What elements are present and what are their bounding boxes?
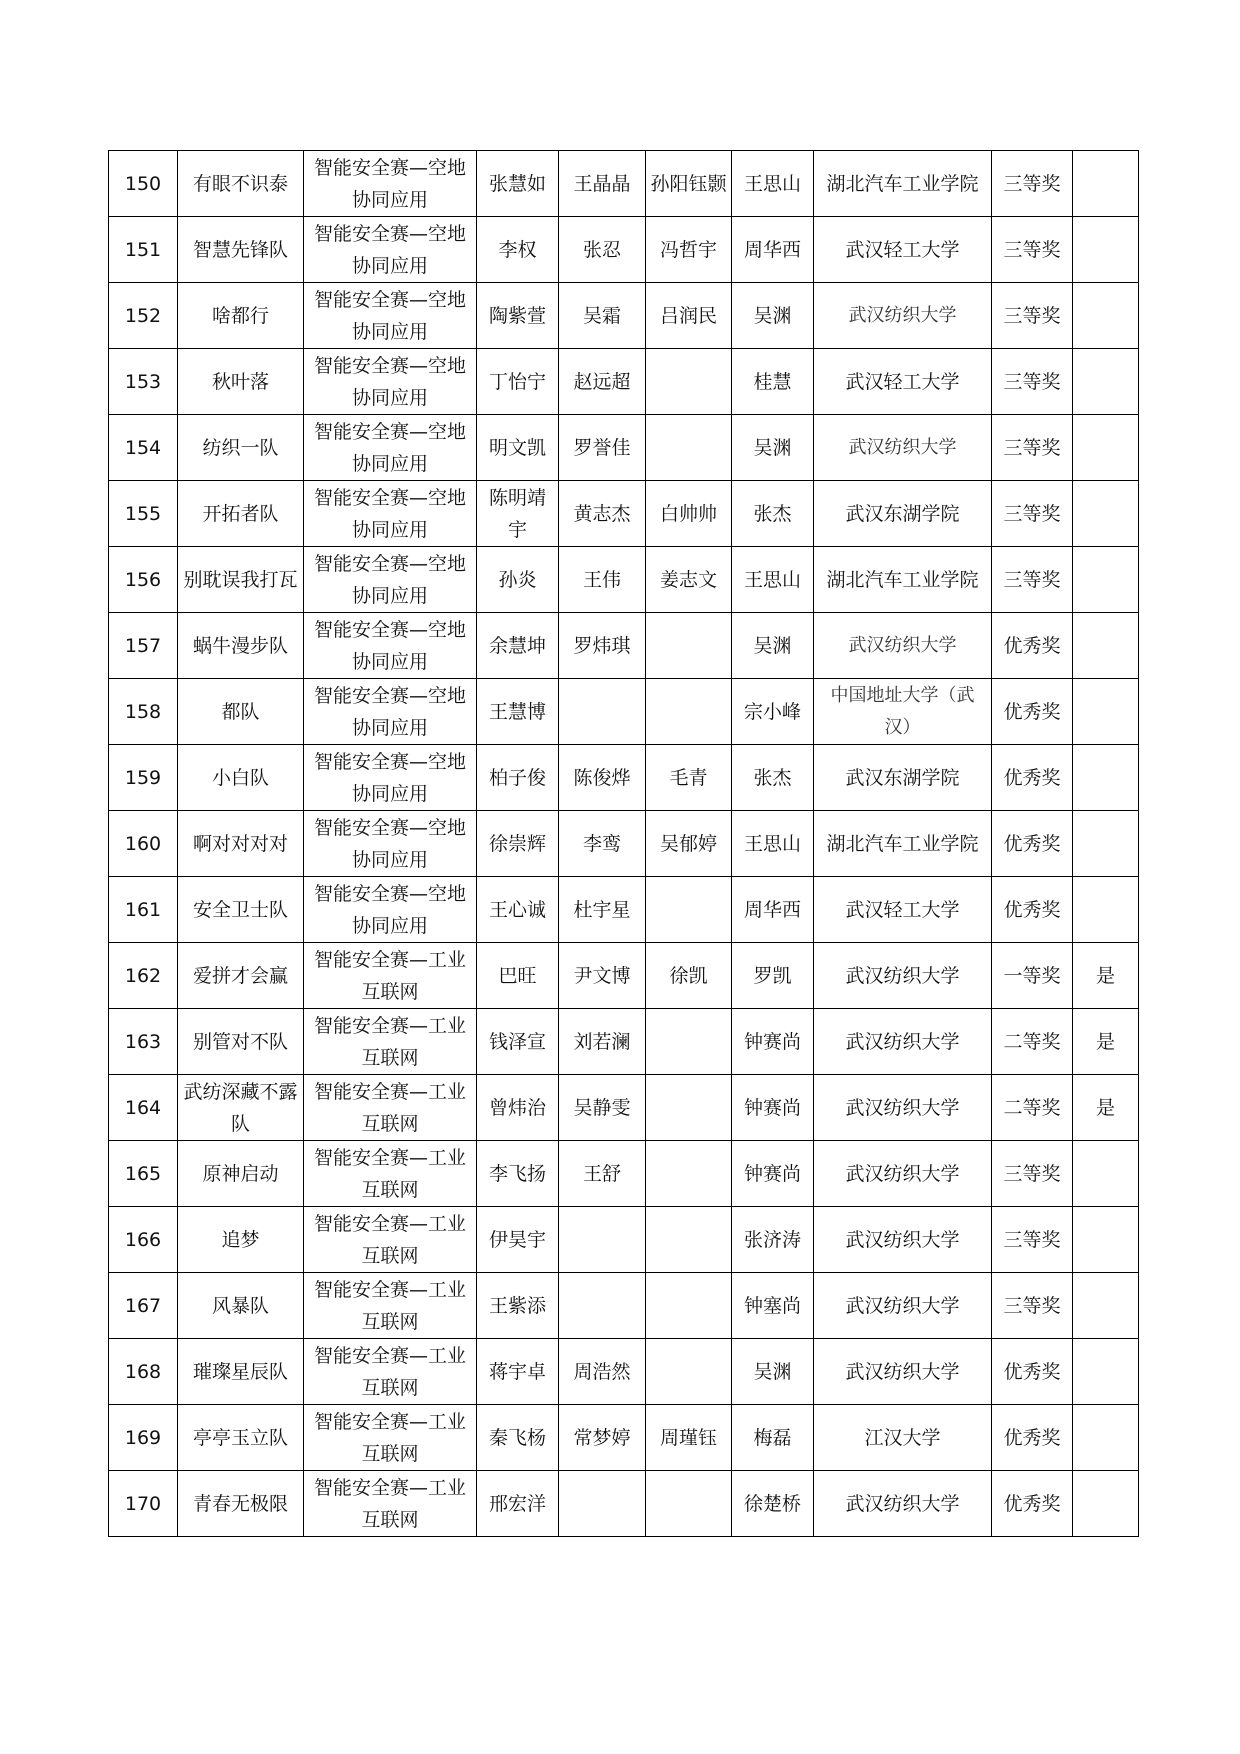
- track-cell: 智能安全赛—工业互联网: [304, 943, 477, 1009]
- member-2-cell: 张忍: [559, 217, 646, 283]
- school-cell: 武汉纺织大学: [814, 415, 992, 481]
- row-number-cell: 163: [109, 1009, 178, 1075]
- advisor-cell: 王思山: [732, 151, 814, 217]
- member-2-cell: 罗誉佳: [559, 415, 646, 481]
- table-row: [109, 745, 1139, 811]
- table-row: [109, 1339, 1139, 1405]
- school-cell: 武汉纺织大学: [814, 943, 992, 1009]
- team-name-cell: 武纺深藏不露队: [178, 1075, 304, 1141]
- member-2-cell: 常梦婷: [559, 1405, 646, 1471]
- row-number-cell: 158: [109, 679, 178, 745]
- school-cell: 武汉东湖学院: [814, 745, 992, 811]
- award-cell: 优秀奖: [992, 877, 1073, 943]
- member-1-cell: 孙炎: [477, 547, 559, 613]
- row-number-cell: 167: [109, 1273, 178, 1339]
- member-3-cell: 周瑾钰: [646, 1405, 732, 1471]
- team-name-cell: 青春无极限: [178, 1471, 304, 1537]
- member-3-cell: [646, 1207, 732, 1273]
- row-number-cell: 170: [109, 1471, 178, 1537]
- team-name-cell: 蜗牛漫步队: [178, 613, 304, 679]
- school-cell: 武汉纺织大学: [814, 1075, 992, 1141]
- advance-flag-cell: [1073, 349, 1139, 415]
- row-number-cell: 154: [109, 415, 178, 481]
- member-1-cell: 伊昊宇: [477, 1207, 559, 1273]
- member-3-cell: 白帅帅: [646, 481, 732, 547]
- advance-flag-cell: [1073, 745, 1139, 811]
- advance-flag-cell: [1073, 547, 1139, 613]
- advance-flag-cell: [1073, 1207, 1139, 1273]
- advisor-cell: 周华西: [732, 217, 814, 283]
- advisor-cell: 张杰: [732, 745, 814, 811]
- member-1-cell: 邢宏洋: [477, 1471, 559, 1537]
- advance-flag-cell: [1073, 217, 1139, 283]
- row-number-cell: 156: [109, 547, 178, 613]
- award-cell: 三等奖: [992, 415, 1073, 481]
- member-2-cell: 杜宇星: [559, 877, 646, 943]
- track-cell: 智能安全赛—工业互联网: [304, 1273, 477, 1339]
- award-cell: 优秀奖: [992, 1405, 1073, 1471]
- row-number-cell: 165: [109, 1141, 178, 1207]
- member-3-cell: [646, 613, 732, 679]
- award-cell: 三等奖: [992, 349, 1073, 415]
- award-cell: 三等奖: [992, 151, 1073, 217]
- member-3-cell: 孙阳钰颢: [646, 151, 732, 217]
- advisor-cell: 张杰: [732, 481, 814, 547]
- school-cell: 武汉纺织大学: [814, 1141, 992, 1207]
- row-number-cell: 159: [109, 745, 178, 811]
- results-page: [108, 150, 1138, 1537]
- row-number-cell: 153: [109, 349, 178, 415]
- award-cell: 优秀奖: [992, 1339, 1073, 1405]
- award-cell: 三等奖: [992, 547, 1073, 613]
- member-2-cell: 赵远超: [559, 349, 646, 415]
- school-cell: 武汉纺织大学: [814, 613, 992, 679]
- school-cell: 武汉纺织大学: [814, 283, 992, 349]
- member-3-cell: [646, 1075, 732, 1141]
- team-name-cell: 爱拼才会赢: [178, 943, 304, 1009]
- member-3-cell: [646, 679, 732, 745]
- advance-flag-cell: 是: [1073, 1075, 1139, 1141]
- member-1-cell: 王紫添: [477, 1273, 559, 1339]
- advisor-cell: 钟赛尚: [732, 1141, 814, 1207]
- advisor-cell: 梅磊: [732, 1405, 814, 1471]
- track-cell: 智能安全赛—空地协同应用: [304, 613, 477, 679]
- team-name-cell: 别管对不队: [178, 1009, 304, 1075]
- award-cell: 优秀奖: [992, 679, 1073, 745]
- member-1-cell: 王心诚: [477, 877, 559, 943]
- award-cell: 三等奖: [992, 1207, 1073, 1273]
- table-body: [109, 151, 1139, 1537]
- team-name-cell: 啊对对对对: [178, 811, 304, 877]
- row-number-cell: 168: [109, 1339, 178, 1405]
- member-1-cell: 余慧坤: [477, 613, 559, 679]
- member-2-cell: 王晶晶: [559, 151, 646, 217]
- advance-flag-cell: [1073, 877, 1139, 943]
- member-1-cell: 巴旺: [477, 943, 559, 1009]
- row-number-cell: 164: [109, 1075, 178, 1141]
- track-cell: 智能安全赛—工业互联网: [304, 1339, 477, 1405]
- row-number-cell: 150: [109, 151, 178, 217]
- award-cell: 三等奖: [992, 481, 1073, 547]
- member-1-cell: 李飞扬: [477, 1141, 559, 1207]
- team-name-cell: 啥都行: [178, 283, 304, 349]
- award-cell: 优秀奖: [992, 745, 1073, 811]
- member-2-cell: 李鸾: [559, 811, 646, 877]
- advisor-cell: 周华西: [732, 877, 814, 943]
- member-2-cell: [559, 679, 646, 745]
- member-2-cell: 陈俊烨: [559, 745, 646, 811]
- member-2-cell: [559, 1273, 646, 1339]
- award-cell: 优秀奖: [992, 811, 1073, 877]
- member-1-cell: 张慧如: [477, 151, 559, 217]
- member-1-cell: 秦飞杨: [477, 1405, 559, 1471]
- table-row: [109, 283, 1139, 349]
- advance-flag-cell: [1073, 481, 1139, 547]
- advisor-cell: 钟塞尚: [732, 1273, 814, 1339]
- track-cell: 智能安全赛—空地协同应用: [304, 745, 477, 811]
- school-cell: 江汉大学: [814, 1405, 992, 1471]
- advance-flag-cell: [1073, 1471, 1139, 1537]
- award-cell: 优秀奖: [992, 613, 1073, 679]
- table-row: [109, 1207, 1139, 1273]
- member-3-cell: 冯哲宇: [646, 217, 732, 283]
- advance-flag-cell: [1073, 415, 1139, 481]
- member-1-cell: 陶紫萱: [477, 283, 559, 349]
- member-3-cell: [646, 877, 732, 943]
- row-number-cell: 166: [109, 1207, 178, 1273]
- member-2-cell: 吴静雯: [559, 1075, 646, 1141]
- member-1-cell: 钱泽宣: [477, 1009, 559, 1075]
- track-cell: 智能安全赛—空地协同应用: [304, 349, 477, 415]
- row-number-cell: 169: [109, 1405, 178, 1471]
- member-1-cell: 徐崇辉: [477, 811, 559, 877]
- award-cell: 三等奖: [992, 217, 1073, 283]
- advance-flag-cell: 是: [1073, 1009, 1139, 1075]
- team-name-cell: 秋叶落: [178, 349, 304, 415]
- row-number-cell: 155: [109, 481, 178, 547]
- school-cell: 武汉轻工大学: [814, 217, 992, 283]
- school-cell: 中国地址大学（武汉）: [814, 679, 992, 745]
- member-3-cell: [646, 1471, 732, 1537]
- row-number-cell: 151: [109, 217, 178, 283]
- row-number-cell: 152: [109, 283, 178, 349]
- track-cell: 智能安全赛—空地协同应用: [304, 679, 477, 745]
- advisor-cell: 徐楚桥: [732, 1471, 814, 1537]
- member-3-cell: [646, 415, 732, 481]
- table-row: [109, 547, 1139, 613]
- member-3-cell: 姜志文: [646, 547, 732, 613]
- team-name-cell: 纺织一队: [178, 415, 304, 481]
- track-cell: 智能安全赛—空地协同应用: [304, 151, 477, 217]
- table-row: [109, 877, 1139, 943]
- award-cell: 二等奖: [992, 1009, 1073, 1075]
- member-1-cell: 柏子俊: [477, 745, 559, 811]
- member-1-cell: 陈明靖宇: [477, 481, 559, 547]
- team-name-cell: 有眼不识泰: [178, 151, 304, 217]
- member-3-cell: [646, 349, 732, 415]
- table-row: [109, 349, 1139, 415]
- member-1-cell: 明文凯: [477, 415, 559, 481]
- row-number-cell: 157: [109, 613, 178, 679]
- advance-flag-cell: [1073, 613, 1139, 679]
- member-3-cell: 徐凯: [646, 943, 732, 1009]
- member-2-cell: 刘若澜: [559, 1009, 646, 1075]
- member-1-cell: 蒋宇卓: [477, 1339, 559, 1405]
- member-2-cell: [559, 1471, 646, 1537]
- member-2-cell: 王伟: [559, 547, 646, 613]
- team-name-cell: 安全卫士队: [178, 877, 304, 943]
- member-2-cell: 罗炜琪: [559, 613, 646, 679]
- track-cell: 智能安全赛—工业互联网: [304, 1141, 477, 1207]
- table-row: [109, 1471, 1139, 1537]
- member-1-cell: 曾炜治: [477, 1075, 559, 1141]
- track-cell: 智能安全赛—空地协同应用: [304, 481, 477, 547]
- advisor-cell: 吴渊: [732, 1339, 814, 1405]
- member-3-cell: 吕润民: [646, 283, 732, 349]
- school-cell: 武汉纺织大学: [814, 1273, 992, 1339]
- school-cell: 武汉东湖学院: [814, 481, 992, 547]
- team-name-cell: 追梦: [178, 1207, 304, 1273]
- school-cell: 武汉轻工大学: [814, 349, 992, 415]
- member-3-cell: 毛青: [646, 745, 732, 811]
- track-cell: 智能安全赛—空地协同应用: [304, 877, 477, 943]
- advance-flag-cell: [1073, 151, 1139, 217]
- advance-flag-cell: [1073, 679, 1139, 745]
- advance-flag-cell: 是: [1073, 943, 1139, 1009]
- team-name-cell: 原神启动: [178, 1141, 304, 1207]
- school-cell: 武汉轻工大学: [814, 877, 992, 943]
- advisor-cell: 王思山: [732, 547, 814, 613]
- row-number-cell: 161: [109, 877, 178, 943]
- track-cell: 智能安全赛—工业互联网: [304, 1471, 477, 1537]
- advisor-cell: 吴渊: [732, 613, 814, 679]
- track-cell: 智能安全赛—工业互联网: [304, 1207, 477, 1273]
- table-row: [109, 943, 1139, 1009]
- school-cell: 武汉纺织大学: [814, 1207, 992, 1273]
- advisor-cell: 钟赛尚: [732, 1009, 814, 1075]
- table-row: [109, 1141, 1139, 1207]
- team-name-cell: 风暴队: [178, 1273, 304, 1339]
- row-number-cell: 160: [109, 811, 178, 877]
- award-cell: 二等奖: [992, 1075, 1073, 1141]
- track-cell: 智能安全赛—工业互联网: [304, 1009, 477, 1075]
- track-cell: 智能安全赛—空地协同应用: [304, 283, 477, 349]
- advisor-cell: 罗凯: [732, 943, 814, 1009]
- team-name-cell: 开拓者队: [178, 481, 304, 547]
- advisor-cell: 王思山: [732, 811, 814, 877]
- member-3-cell: 吴郁婷: [646, 811, 732, 877]
- table-row: [109, 481, 1139, 547]
- team-name-cell: 璀璨星辰队: [178, 1339, 304, 1405]
- advance-flag-cell: [1073, 1273, 1139, 1339]
- advisor-cell: 钟赛尚: [732, 1075, 814, 1141]
- table-row: [109, 613, 1139, 679]
- advisor-cell: 宗小峰: [732, 679, 814, 745]
- results-table: [108, 150, 1139, 1537]
- team-name-cell: 亭亭玉立队: [178, 1405, 304, 1471]
- table-row: [109, 1405, 1139, 1471]
- member-1-cell: 王慧博: [477, 679, 559, 745]
- table-row: [109, 151, 1139, 217]
- member-1-cell: 李权: [477, 217, 559, 283]
- member-2-cell: 黄志杰: [559, 481, 646, 547]
- advance-flag-cell: [1073, 1405, 1139, 1471]
- member-3-cell: [646, 1141, 732, 1207]
- advance-flag-cell: [1073, 1339, 1139, 1405]
- member-2-cell: 吴霜: [559, 283, 646, 349]
- member-3-cell: [646, 1273, 732, 1339]
- table-row: [109, 1075, 1139, 1141]
- school-cell: 湖北汽车工业学院: [814, 151, 992, 217]
- school-cell: 武汉纺织大学: [814, 1471, 992, 1537]
- school-cell: 武汉纺织大学: [814, 1339, 992, 1405]
- team-name-cell: 小白队: [178, 745, 304, 811]
- table-row: [109, 811, 1139, 877]
- advance-flag-cell: [1073, 811, 1139, 877]
- track-cell: 智能安全赛—空地协同应用: [304, 811, 477, 877]
- track-cell: 智能安全赛—空地协同应用: [304, 547, 477, 613]
- school-cell: 湖北汽车工业学院: [814, 811, 992, 877]
- award-cell: 三等奖: [992, 283, 1073, 349]
- table-row: [109, 1009, 1139, 1075]
- team-name-cell: 智慧先锋队: [178, 217, 304, 283]
- member-2-cell: [559, 1207, 646, 1273]
- award-cell: 一等奖: [992, 943, 1073, 1009]
- advance-flag-cell: [1073, 1141, 1139, 1207]
- member-2-cell: 尹文博: [559, 943, 646, 1009]
- advance-flag-cell: [1073, 283, 1139, 349]
- member-2-cell: 周浩然: [559, 1339, 646, 1405]
- advisor-cell: 吴渊: [732, 415, 814, 481]
- advisor-cell: 吴渊: [732, 283, 814, 349]
- award-cell: 优秀奖: [992, 1471, 1073, 1537]
- school-cell: 湖北汽车工业学院: [814, 547, 992, 613]
- table-row: [109, 415, 1139, 481]
- advisor-cell: 张济涛: [732, 1207, 814, 1273]
- member-3-cell: [646, 1009, 732, 1075]
- track-cell: 智能安全赛—工业互联网: [304, 1405, 477, 1471]
- table-row: [109, 1273, 1139, 1339]
- track-cell: 智能安全赛—空地协同应用: [304, 415, 477, 481]
- member-2-cell: 王舒: [559, 1141, 646, 1207]
- member-1-cell: 丁怡宁: [477, 349, 559, 415]
- award-cell: 三等奖: [992, 1141, 1073, 1207]
- table-row: [109, 217, 1139, 283]
- school-cell: 武汉纺织大学: [814, 1009, 992, 1075]
- member-3-cell: [646, 1339, 732, 1405]
- row-number-cell: 162: [109, 943, 178, 1009]
- team-name-cell: 别耽误我打瓦: [178, 547, 304, 613]
- advisor-cell: 桂慧: [732, 349, 814, 415]
- award-cell: 三等奖: [992, 1273, 1073, 1339]
- track-cell: 智能安全赛—工业互联网: [304, 1075, 477, 1141]
- track-cell: 智能安全赛—空地协同应用: [304, 217, 477, 283]
- table-row: [109, 679, 1139, 745]
- team-name-cell: 都队: [178, 679, 304, 745]
